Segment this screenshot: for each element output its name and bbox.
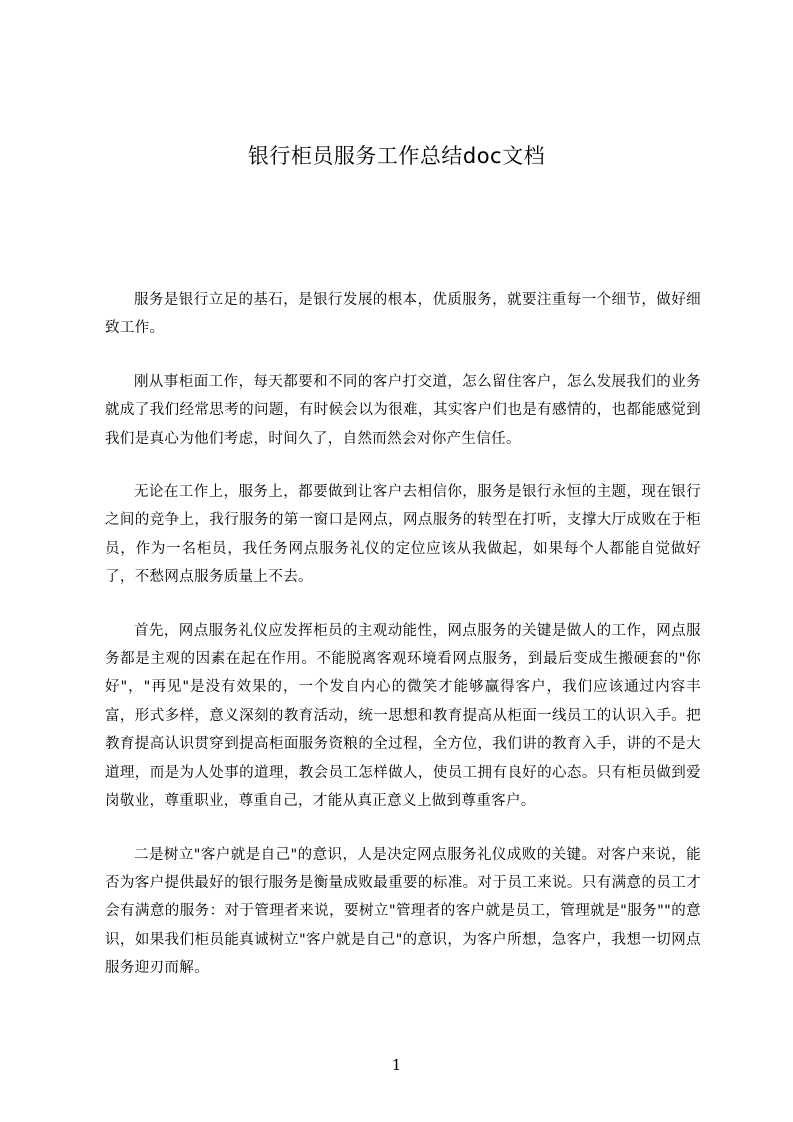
paragraph-3: 无论在工作上，服务上，都要做到让客户去相信你，服务是银行永恒的主题，现在银行之间的竞争上，我行服务的第一窗口是网点，网点服务的转型在打听，支撑大厅成败在于柜员，作为一名柜员，我任务网点服务礼仪的定位应该从我做起，如果每个人都能自觉做好了，不愁网点服务质量上不去。: [105, 484, 701, 586]
page-number: 1: [391, 1056, 402, 1074]
paragraph-2: 刚从事柜面工作，每天都要和不同的客户打交道，怎么留住客户，怎么发展我们的业务就成了我们经常思考的问题，有时候会以为很难，其实客户们也是有感情的，也都能感觉到我们是真心为他们考虑，时间久了，自然而然会对你产生信任。: [105, 373, 701, 447]
paragraph-5: 二是树立"客户就是自己"的意识，人是决定网点服务礼仪成败的关键。对客户来说，能否为客户提供最好的银行服务是衡量成败最重要的标准。对于员工来说。只有满意的员工才会有满意的服务：对于管理者来说，要树立"管理者的客户就是员工，管理就是"服务""的意识，如果我们柜员能真诚树立"客户就是自己"的意识，为客户所想，急客户，我想一切网点服务迎刃而解。: [105, 846, 701, 977]
document-title: 银行柜员服务工作总结doc文档: [247, 144, 546, 168]
document-body: [105, 286, 701, 1008]
paragraph-4: 首先，网点服务礼仪应发挥柜员的主观动能性，网点服务的关键是做人的工作，网点服务都是主观的因素在起在作用。不能脱离客观环境看网点服务，到最后变成生搬硬套的"你好"，"再见"是没有效果的，一个发自内心的微笑才能够赢得客户，我们应该通过内容丰富，形式多样，意义深刻的教育活动，统一思想和教育提高从柜面一线员工的认识入手。把教育提高认识贯穿到提高柜面服务资粮的全过程，全方位，我们讲的教育入手，讲的不是大道理，而是为人处事的道理，教会员工怎样做人，使员工拥有良好的心态。只有柜员做到爱岗敬业，尊重职业，尊重自己，才能从真正意义上做到尊重客户。: [105, 622, 701, 810]
paragraph-1: 服务是银行立足的基石，是银行发展的根本，优质服务，就要注重每一个细节，做好细致工作。: [105, 292, 701, 337]
